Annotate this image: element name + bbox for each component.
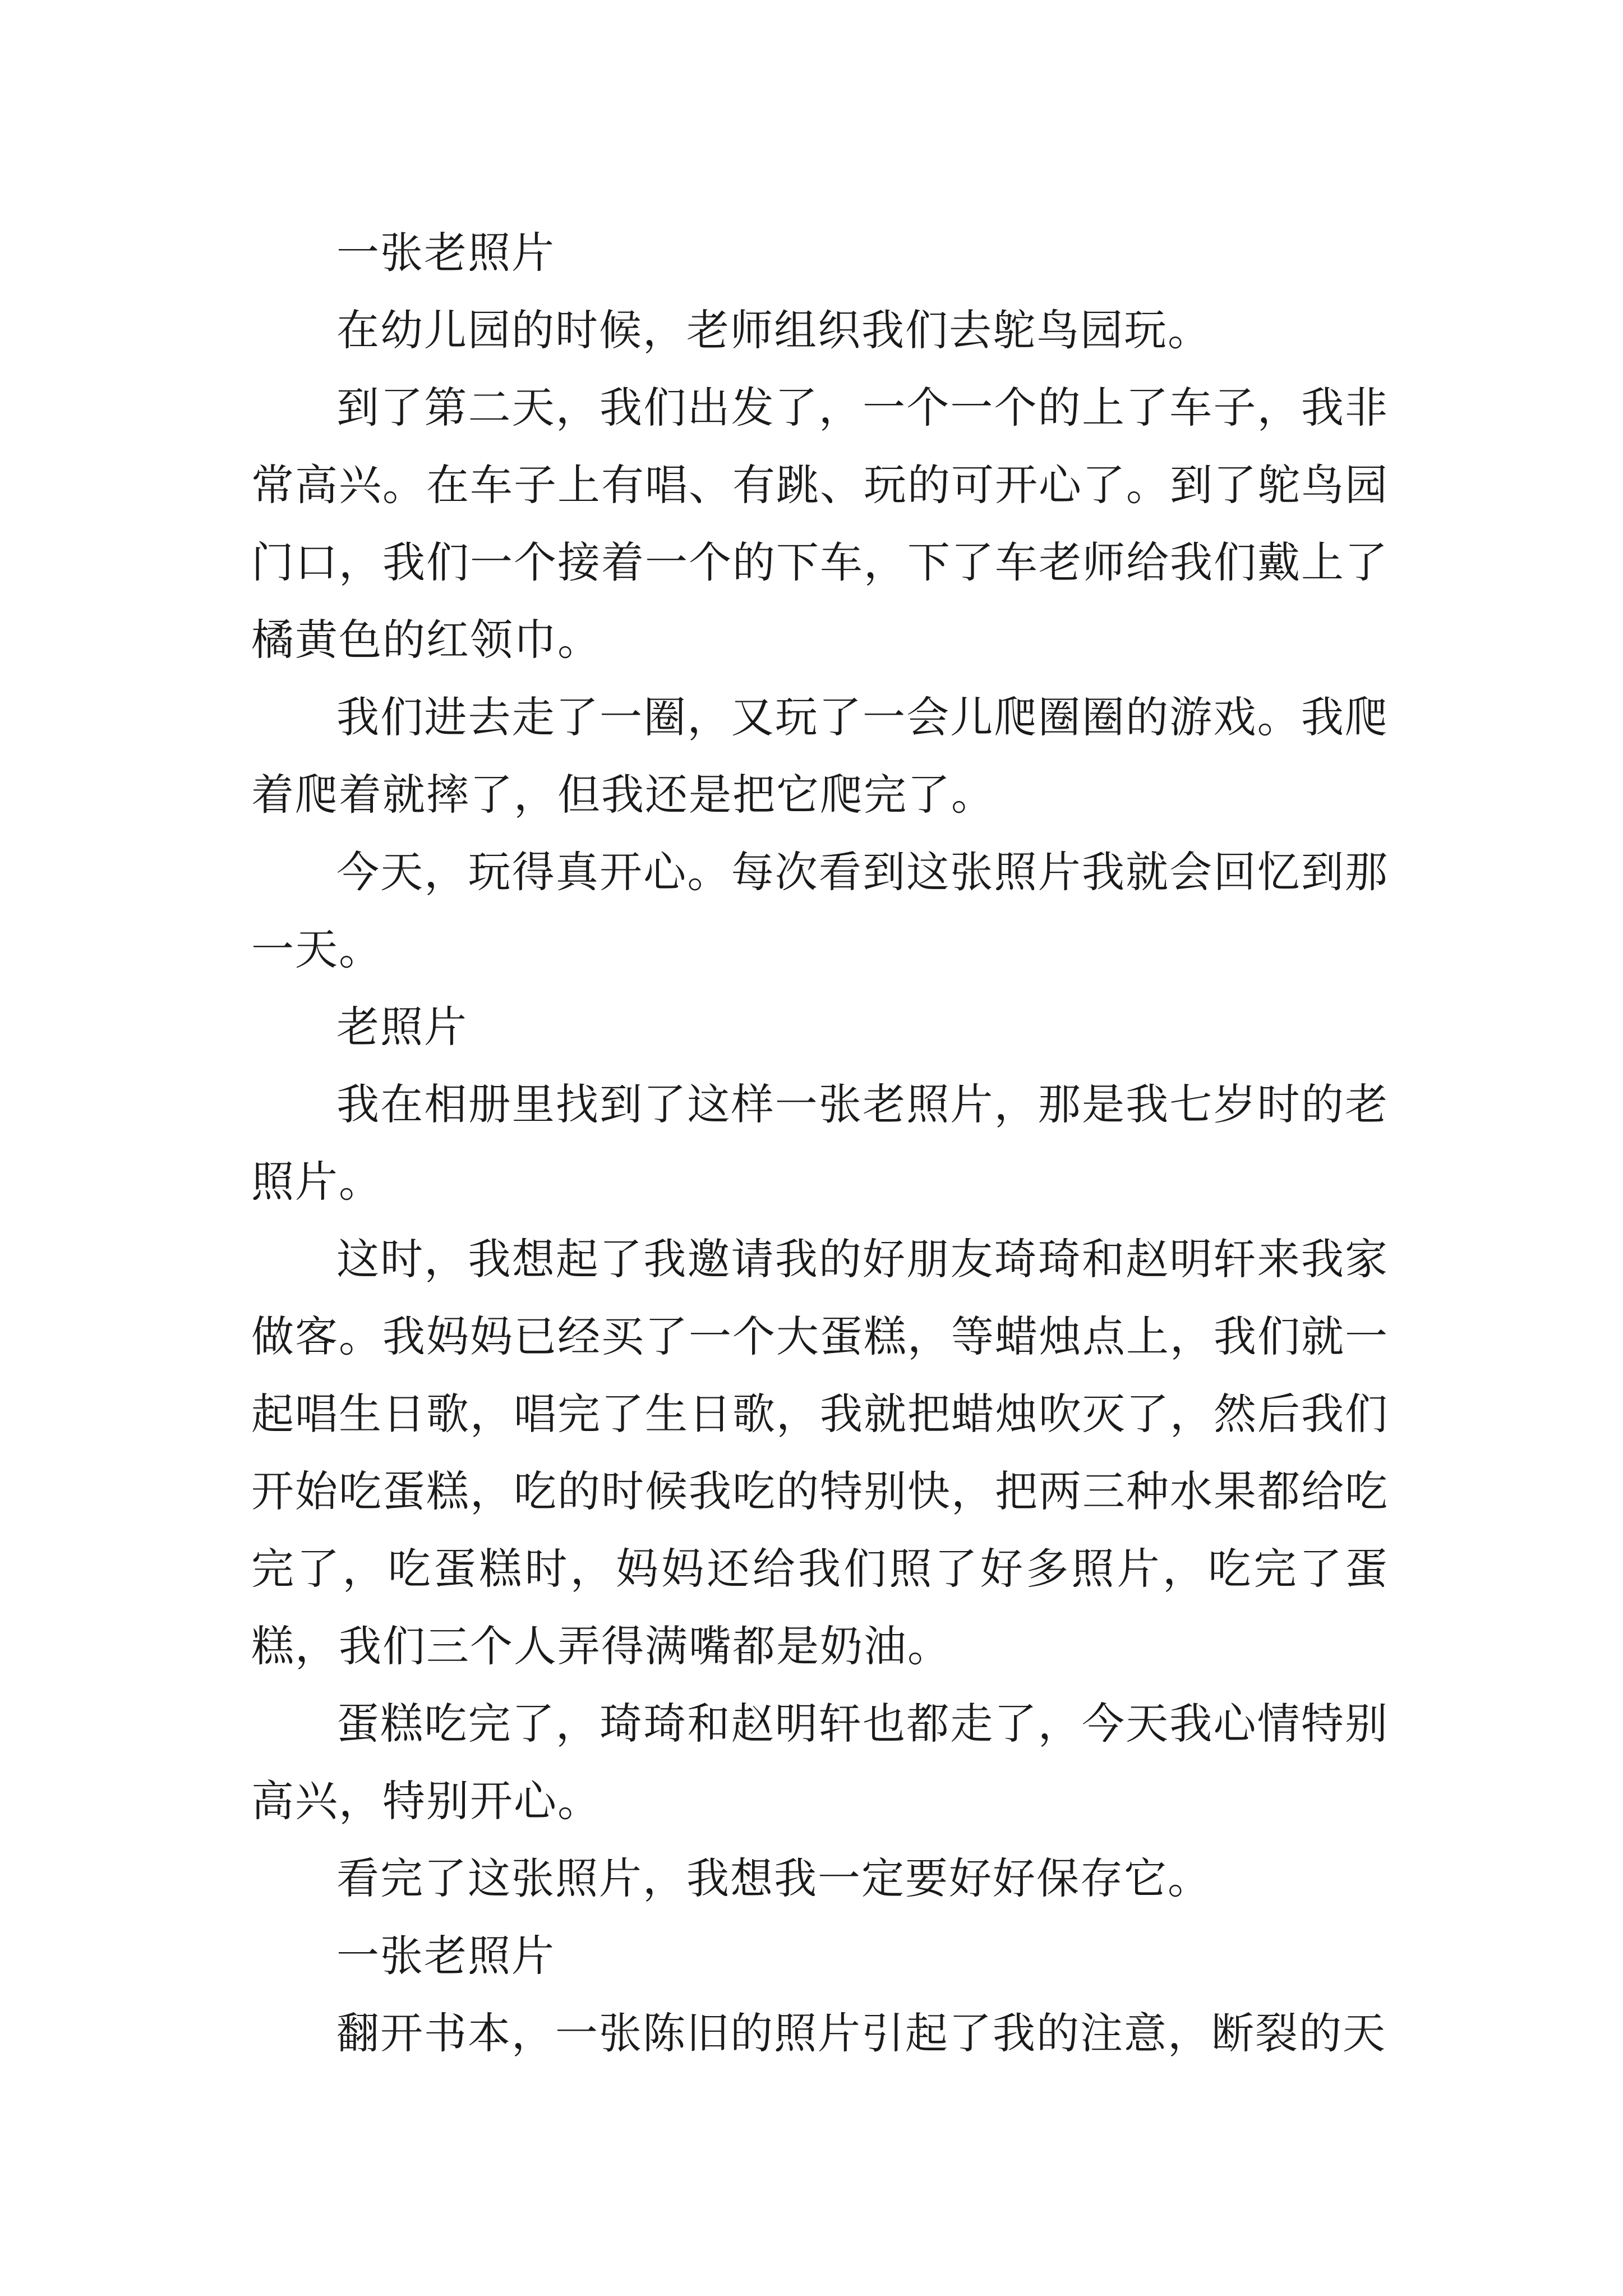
paragraph: 翻开书本，一张陈旧的照片引起了我的注意，断裂的天 <box>336 2008 1386 2058</box>
section-title: 一张老照片 <box>336 228 555 278</box>
document-body <box>251 214 1389 2072</box>
paragraph: 我们进去走了一圈，又玩了一会儿爬圈圈的游戏。我爬着爬着就摔了，但我还是把它爬完了。 <box>251 692 1389 820</box>
paragraph: 在幼儿园的时候，老师组织我们去鸵鸟园玩。 <box>336 305 1211 355</box>
paragraph: 蛋糕吃完了，琦琦和赵明轩也都走了，今天我心情特别高兴，特别开心。 <box>251 1699 1389 1826</box>
section-title: 老照片 <box>336 1002 468 1052</box>
section-title: 一张老照片 <box>336 1931 555 1981</box>
paragraph: 我在相册里找到了这样一张老照片，那是我七岁时的老照片。 <box>251 1079 1389 1207</box>
paragraph: 到了第二天，我们出发了，一个一个的上了车子，我非常高兴。在车子上有唱、有跳、玩的可开心了。到了鸵鸟园门口，我们一个接着一个的下车，下了车老师给我们戴上了橘黄色的红领巾。 <box>251 383 1389 665</box>
paragraph: 这时，我想起了我邀请我的好朋友琦琦和赵明轩来我家做客。我妈妈已经买了一个大蛋糕，等蜡烛点上，我们就一起唱生日歌，唱完了生日歌，我就把蜡烛吹灭了，然后我们开始吃蛋糕，吃的时候我吃的特别快，把两三种水果都给吃完了，吃蛋糕时，妈妈还给我们照了好多照片，吃完了蛋糕，我们三个人弄得满嘴都是奶油。 <box>251 1234 1389 1671</box>
paragraph: 看完了这张照片，我想我一定要好好保存它。 <box>336 1853 1211 1903</box>
paragraph: 今天，玩得真开心。每次看到这张照片我就会回忆到那一天。 <box>251 847 1389 974</box>
